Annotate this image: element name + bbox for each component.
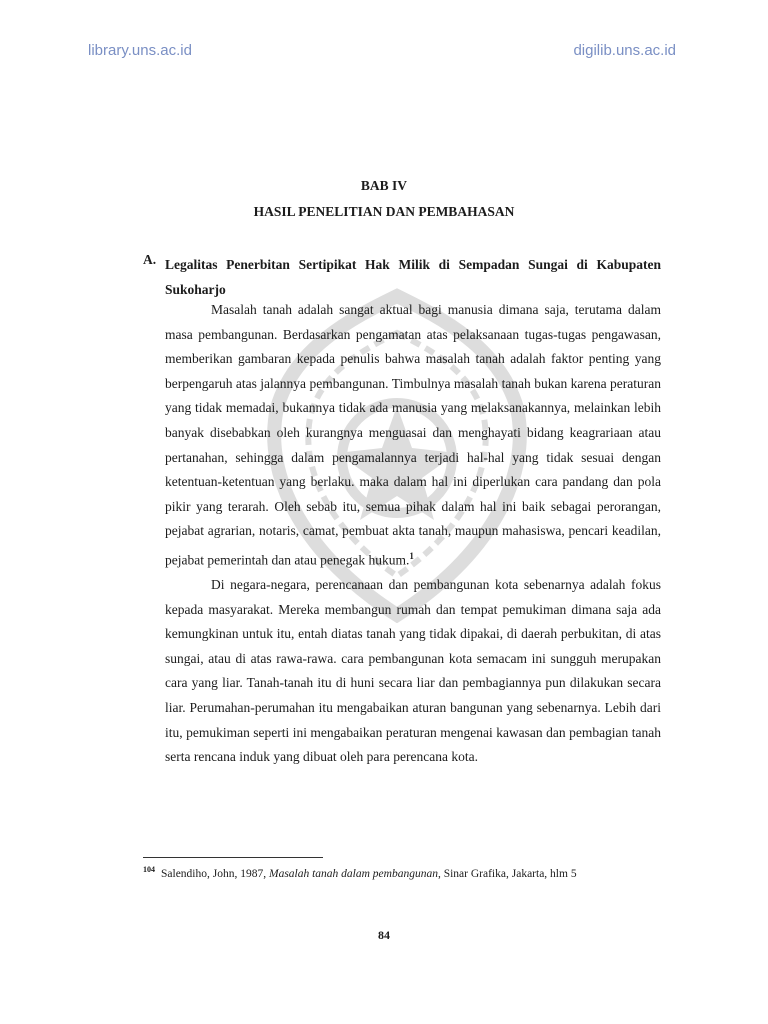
footnote-publisher: , Sinar Grafika, Jakarta, hlm 5 <box>437 867 577 880</box>
body-text <box>165 298 661 770</box>
paragraph-1 <box>165 298 661 573</box>
header-source-right: digilib.uns.ac.id <box>573 42 676 59</box>
section-title: Legalitas Penerbitan Sertipikat Hak Milik di Sempadan Sungai di Kabupaten Sukoharjo <box>165 257 661 297</box>
chapter-number: BAB IV <box>360 178 408 193</box>
footnote-divider <box>143 857 323 858</box>
footnote-reference: 1 <box>409 550 414 561</box>
paragraph-2: Di negara-negara, perencanaan dan pembangunan kota sebenarnya adalah fokus kepada masyarakat. Mereka membangun rumah dan tempat pemukiman dimana saja ada kemungkinan untuk itu, entah diatas tanah yang tidak dipakai, di daerah perbukitan, di atas sungai, atau di atas rawa-rawa. cara pembangunan kota semacam ini sungguh merupakan cara yang liar. Tanah-tanah itu di huni secara liar dan pembagiannya pun dilakukan secara liar. Perumahan-perumahan itu mengabaikan aturan bangunan yang sebenarnya. Lebih dari itu, pemukiman seperti ini mengabaikan peraturan mengenai kawasan dan pembagian tanah serta rencana induk yang dibuat oleh para perencana kota. <box>165 577 661 765</box>
header-source-left: library.uns.ac.id <box>88 42 192 59</box>
section-marker: A. <box>143 252 157 267</box>
footnote <box>143 865 577 880</box>
paragraph-1-text: Masalah tanah adalah sangat aktual bagi manusia dimana saja, terutama dalam masa pembangunan. Berdasarkan pengamatan atas pelaksanaan tugas-tugas pengawasan, memberikan gambaran kepada penulis bahwa masalah tanah adalah faktor penting yang berpengaruh atas jalannya pembangunan. Timbulnya masalah tanah bukan karena peraturan yang tidak memadai, bukannya tidak ada manusia yang melaksanakannya, melainkan lebih banyak disebabkan oleh kurangnya menguasai dan menghayati bidang keagrariaan atau pertanahan, sehingga dalam pengamalannya terjadi hal-hal yang tidak sesuai dengan ketentuan-ketentuan yang berlaku. maka dalam hal ini diperlukan cara pandang dan pola pikir yang terarah. Oleh sebab itu, semua pihak dalam hal ini baik sebagai perorangan, pejabat agrarian, notaris, camat, pembuat akta tanah, maupun mahasiswa, pencari keadilan, pejabat pemerintah dan atau penegak hukum. <box>165 302 661 568</box>
footnote-mark: 104 <box>143 865 155 874</box>
page-number: 84 <box>378 928 390 942</box>
footnote-author: Salendiho, John, 1987, <box>161 867 267 880</box>
chapter-title: HASIL PENELITIAN DAN PEMBAHASAN <box>253 204 515 219</box>
footnote-book-title: Masalah tanah dalam pembangunan <box>268 867 438 880</box>
